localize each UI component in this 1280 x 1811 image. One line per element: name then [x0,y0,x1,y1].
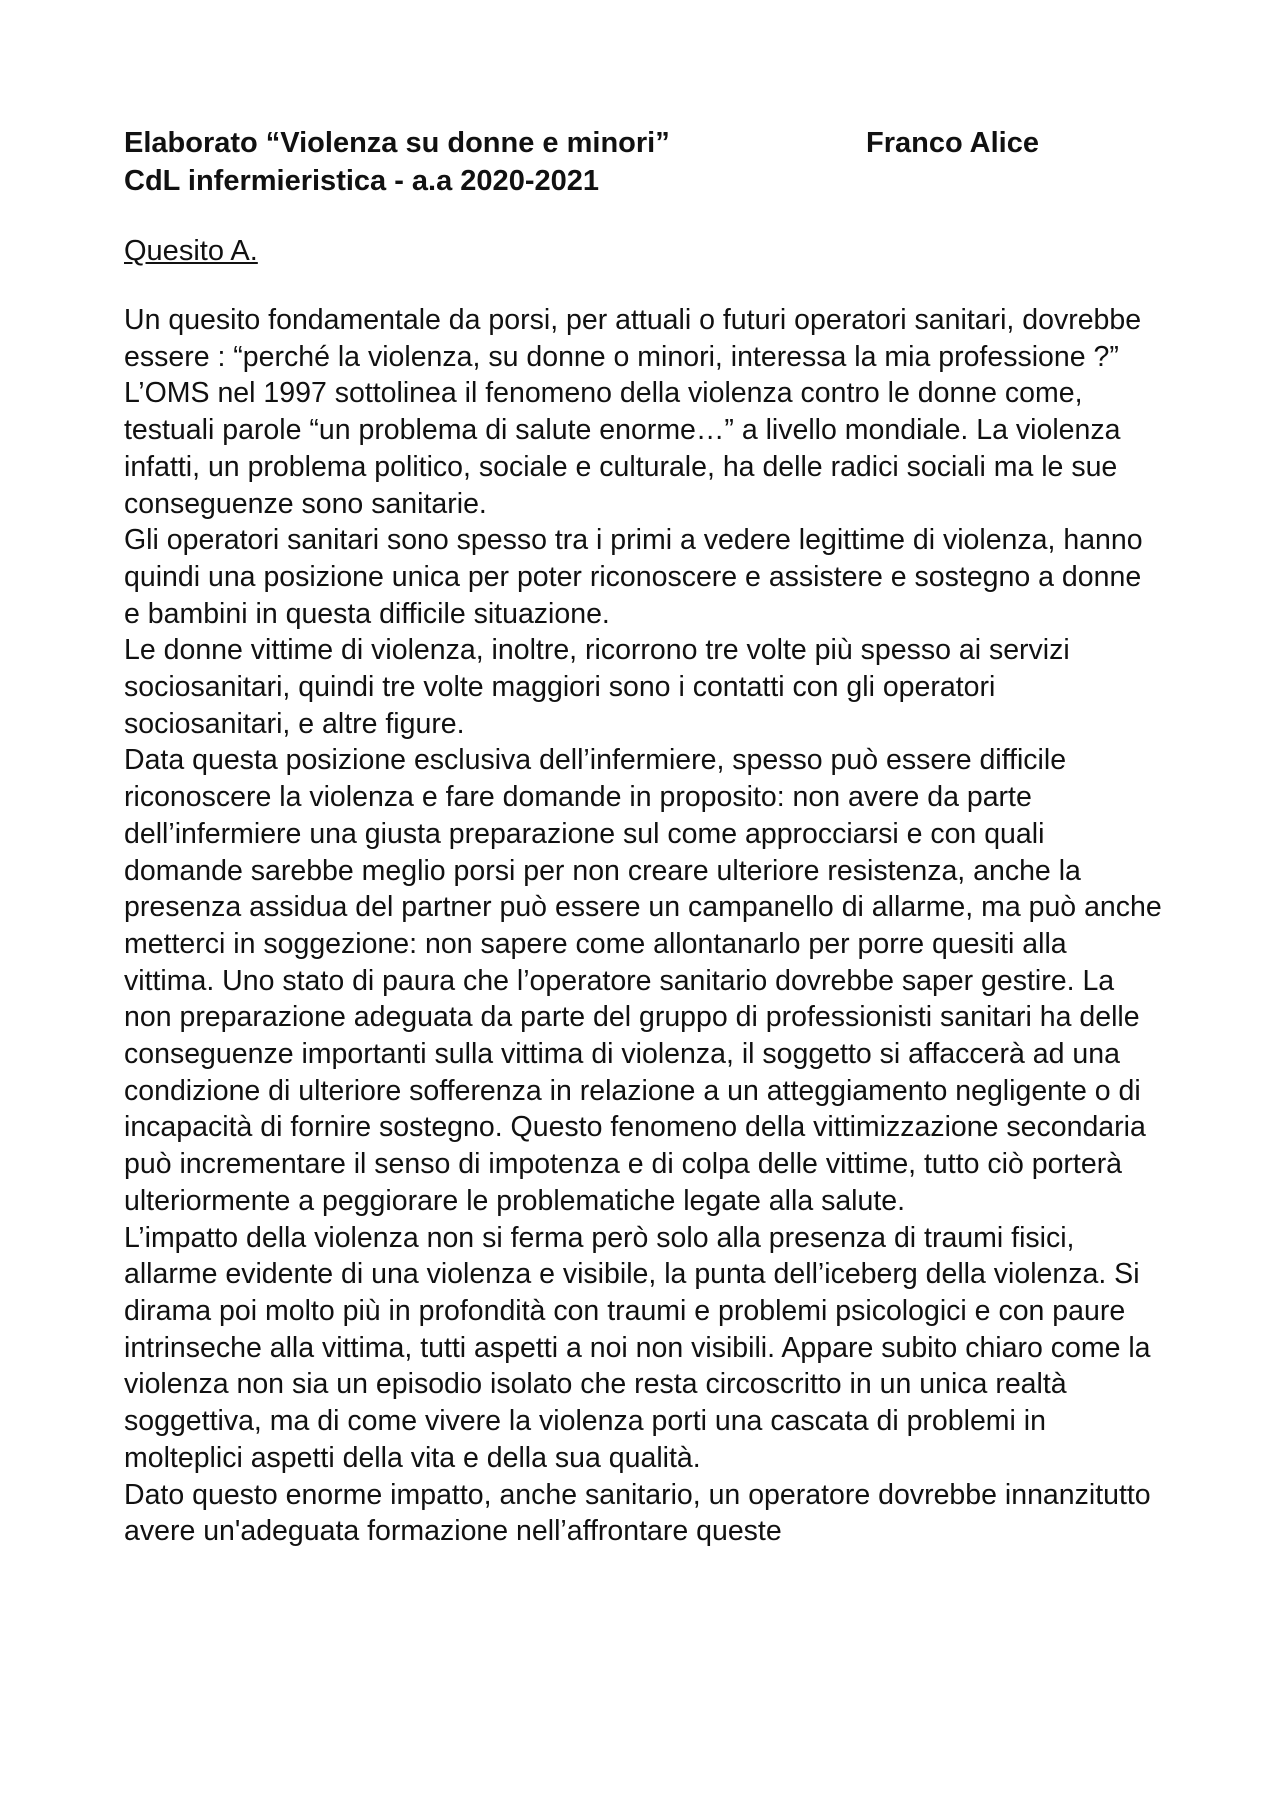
paragraph: Data questa posizione esclusiva dell’infermiere, spesso può essere difficile riconoscere la violenza e fare domande in proposito: non avere da parte dell’infermiere una giusta preparazione sul come approcciarsi e con quali domande sarebbe meglio porsi per non creare ulteriore resistenza, anche la presenza assidua del partner può essere un campanello di allarme, ma può anche metterci in soggezione: non sapere come allontanarlo per porre quesiti alla vittima. Uno stato di paura che l’operatore sanitario dovrebbe saper gestire. La non preparazione adeguata da parte del gruppo di professionisti sanitari ha delle conseguenze importanti sulla vittima di violenza, il soggetto si affaccerà ad una condizione di ulteriore sofferenza in relazione a un atteggiamento negligente o di incapacità di fornire sostegno. Questo fenomeno della vittimizzazione secondaria può incrementare il senso di impotenza e di colpa delle vittime, tutto ciò porterà ulteriormente a peggiorare le problematiche legate alla salute. [124,744,1162,1217]
paragraph: L’OMS nel 1997 sottolinea il fenomeno della violenza contro le donne come, testuali parole “un problema di salute enorme…” a livello mondiale. La violenza infatti, un problema politico, sociale e culturale, ha delle radici sociali ma le sue conseguenze sono sanitarie. [124,377,1121,520]
paragraph: Le donne vittime di violenza, inoltre, ricorrono tre volte più spesso ai servizi sociosanitari, quindi tre volte maggiori sono i contatti con gli operatori sociosanitari, e altre figure. [124,634,1070,740]
course-info: CdL infermieristica - a.a 2020-2021 [124,165,599,197]
document-page [124,124,1164,1550]
author-name: Franco Alice [866,127,1039,159]
body-text [124,302,1164,1550]
section-heading: Quesito A. [124,235,258,267]
document-header [124,124,1164,200]
paragraph: L’impatto della violenza non si ferma però solo alla presenza di traumi fisici, allarme evidente di una violenza e visibile, la punta dell’iceberg della violenza. Si dirama poi molto più in profondità con traumi e problemi psicologici e con paure intrinseche alla vittima, tutti aspetti a noi non visibili. Appare subito chiaro come la violenza non sia un episodio isolato che resta circoscritto in un unica realtà soggettiva, ma di come vivere la violenza porti una cascata di problemi in molteplici aspetti della vita e della sua qualità. [124,1221,1151,1474]
paragraph: Un quesito fondamentale da porsi, per attuali o futuri operatori sanitari, dovrebbe essere : “perché la violenza, su donne o minori, interessa la mia professione ?” [124,304,1142,373]
document-title: Elaborato “Violenza su donne e minori” [124,127,670,159]
paragraph: Gli operatori sanitari sono spesso tra i primi a vedere legittime di violenza, hanno quindi una posizione unica per poter riconoscere e assistere e sostegno a donne e bambini in questa difficile situazione. [124,524,1143,630]
paragraph: Dato questo enorme impatto, anche sanitario, un operatore dovrebbe innanzitutto avere un'adeguata formazione nell’affrontare queste [124,1478,1151,1548]
